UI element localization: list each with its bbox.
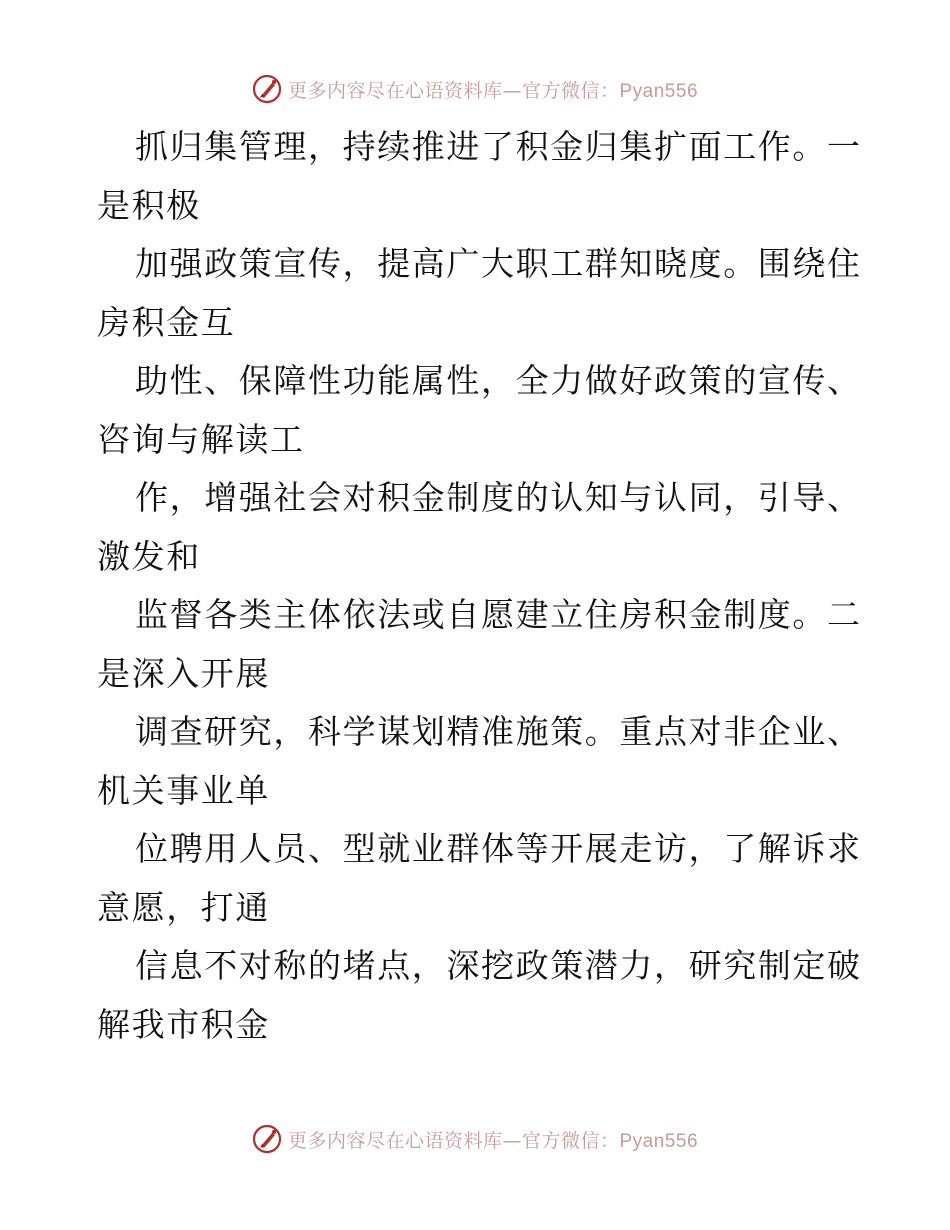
header-banner-handle: Pyan556	[619, 80, 699, 102]
quill-logo-icon	[252, 1124, 282, 1154]
body-line: 是积极	[97, 185, 201, 225]
header-banner-text: 更多内容尽在心语资料库—官方微信：	[287, 79, 620, 102]
body-line: 是深入开展	[97, 653, 270, 693]
body-line: 信息不对称的堵点，深挖政策潜力，研究制定破	[135, 946, 862, 985]
body-line: 监督各类主体依法或自愿建立住房积金制度。二	[135, 595, 862, 634]
body-line: 房积金互	[97, 302, 236, 342]
body-line: 位聘用人员、型就业群体等开展走访，了解诉求	[135, 829, 862, 868]
header-banner	[0, 72, 950, 106]
body-line: 调查研究，科学谋划精准施策。重点对非企业、	[135, 712, 862, 751]
footer-banner-handle: Pyan556	[619, 1130, 699, 1152]
body-line: 加强政策宣传，提高广大职工群知晓度。围绕住	[135, 244, 862, 283]
body-line: 助性、保障性功能属性，全力做好政策的宣传、	[135, 361, 862, 400]
body-line: 意愿，打通	[97, 887, 270, 927]
footer-banner-text: 更多内容尽在心语资料库—官方微信：	[287, 1129, 620, 1152]
body-line: 作，增强社会对积金制度的认知与认同，引导、	[135, 478, 862, 517]
body-text	[97, 118, 877, 1054]
footer-banner	[0, 1122, 950, 1156]
body-line: 机关事业单	[97, 770, 270, 810]
body-line: 抓归集管理，持续推进了积金归集扩面工作。一	[135, 127, 862, 166]
body-line: 解我市积金	[97, 1004, 270, 1044]
body-line: 激发和	[97, 536, 201, 576]
body-line: 咨询与解读工	[97, 419, 305, 459]
quill-logo-icon	[252, 74, 282, 104]
